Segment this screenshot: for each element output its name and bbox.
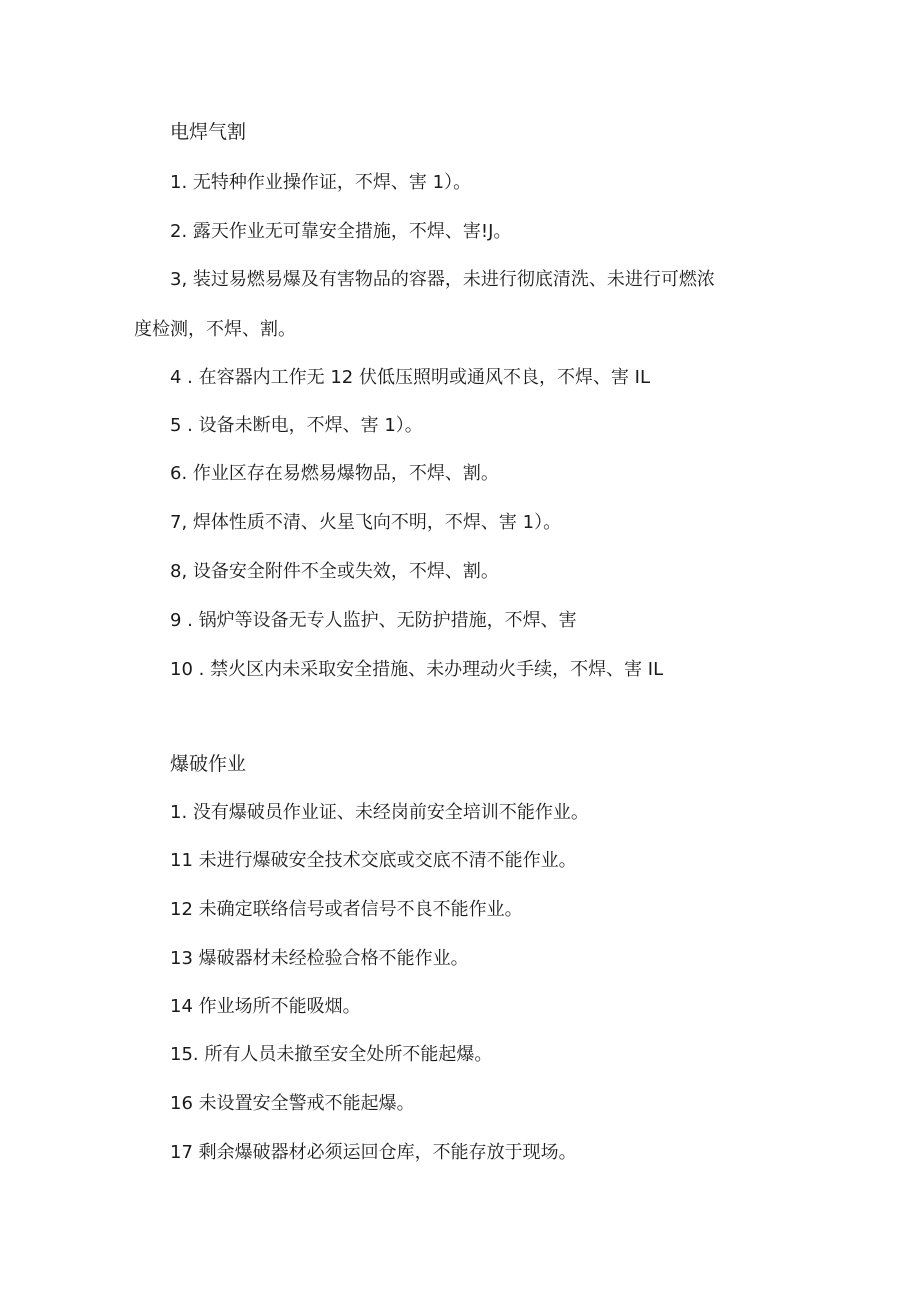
welding-rule-6: 6. 作业区存在易燃易爆物品，不焊、割。 <box>170 463 499 484</box>
welding-rule-5: 5 . 设备未断电，不焊、害 1）。 <box>170 415 423 436</box>
welding-rule-3-continued: 度检测，不焊、割。 <box>134 319 296 340</box>
blasting-rule-7: 16 未设置安全警戒不能起爆。 <box>170 1093 415 1114</box>
welding-rule-8: 8, 设备安全附件不全或失效，不焊、割。 <box>170 561 499 582</box>
blasting-rule-3: 12 未确定联络信号或者信号不良不能作业。 <box>170 899 523 920</box>
welding-rule-10: 10 . 禁火区内未采取安全措施、未办理动火手续，不焊、害 IL <box>170 659 664 680</box>
welding-rule-7: 7, 焊体性质不清、火星飞向不明，不焊、害 1）。 <box>170 512 562 533</box>
blasting-rule-1: 1. 没有爆破员作业证、未经岗前安全培训不能作业。 <box>170 802 589 823</box>
section-title-blasting: 爆破作业 <box>170 753 247 775</box>
welding-rule-4: 4 . 在容器内工作无 12 伏低压照明或通风不良，不焊、害 IL <box>170 367 651 388</box>
section-title-welding: 电焊气割 <box>170 121 247 143</box>
welding-rule-9: 9 . 锅炉等设备无专人监护、无防护措施，不焊、害 <box>170 610 577 631</box>
welding-rule-3: 3, 装过易燃易爆及有害物品的容器，未进行彻底清洗、未进行可燃浓 <box>170 269 715 290</box>
blasting-rule-6: 15. 所有人员未撤至安全处所不能起爆。 <box>170 1044 493 1065</box>
blasting-rule-8: 17 剩余爆破器材必须运回仓库，不能存放于现场。 <box>170 1142 577 1163</box>
blasting-rule-2: 11 未进行爆破安全技术交底或交底不清不能作业。 <box>170 850 577 871</box>
blasting-rule-4: 13 爆破器材未经检验合格不能作业。 <box>170 948 469 969</box>
welding-rule-1: 1. 无特种作业操作证，不焊、害 1）。 <box>170 172 472 193</box>
blasting-rule-5: 14 作业场所不能吸烟。 <box>170 996 361 1017</box>
welding-rule-2: 2. 露天作业无可靠安全措施，不焊、害!J。 <box>170 221 512 242</box>
